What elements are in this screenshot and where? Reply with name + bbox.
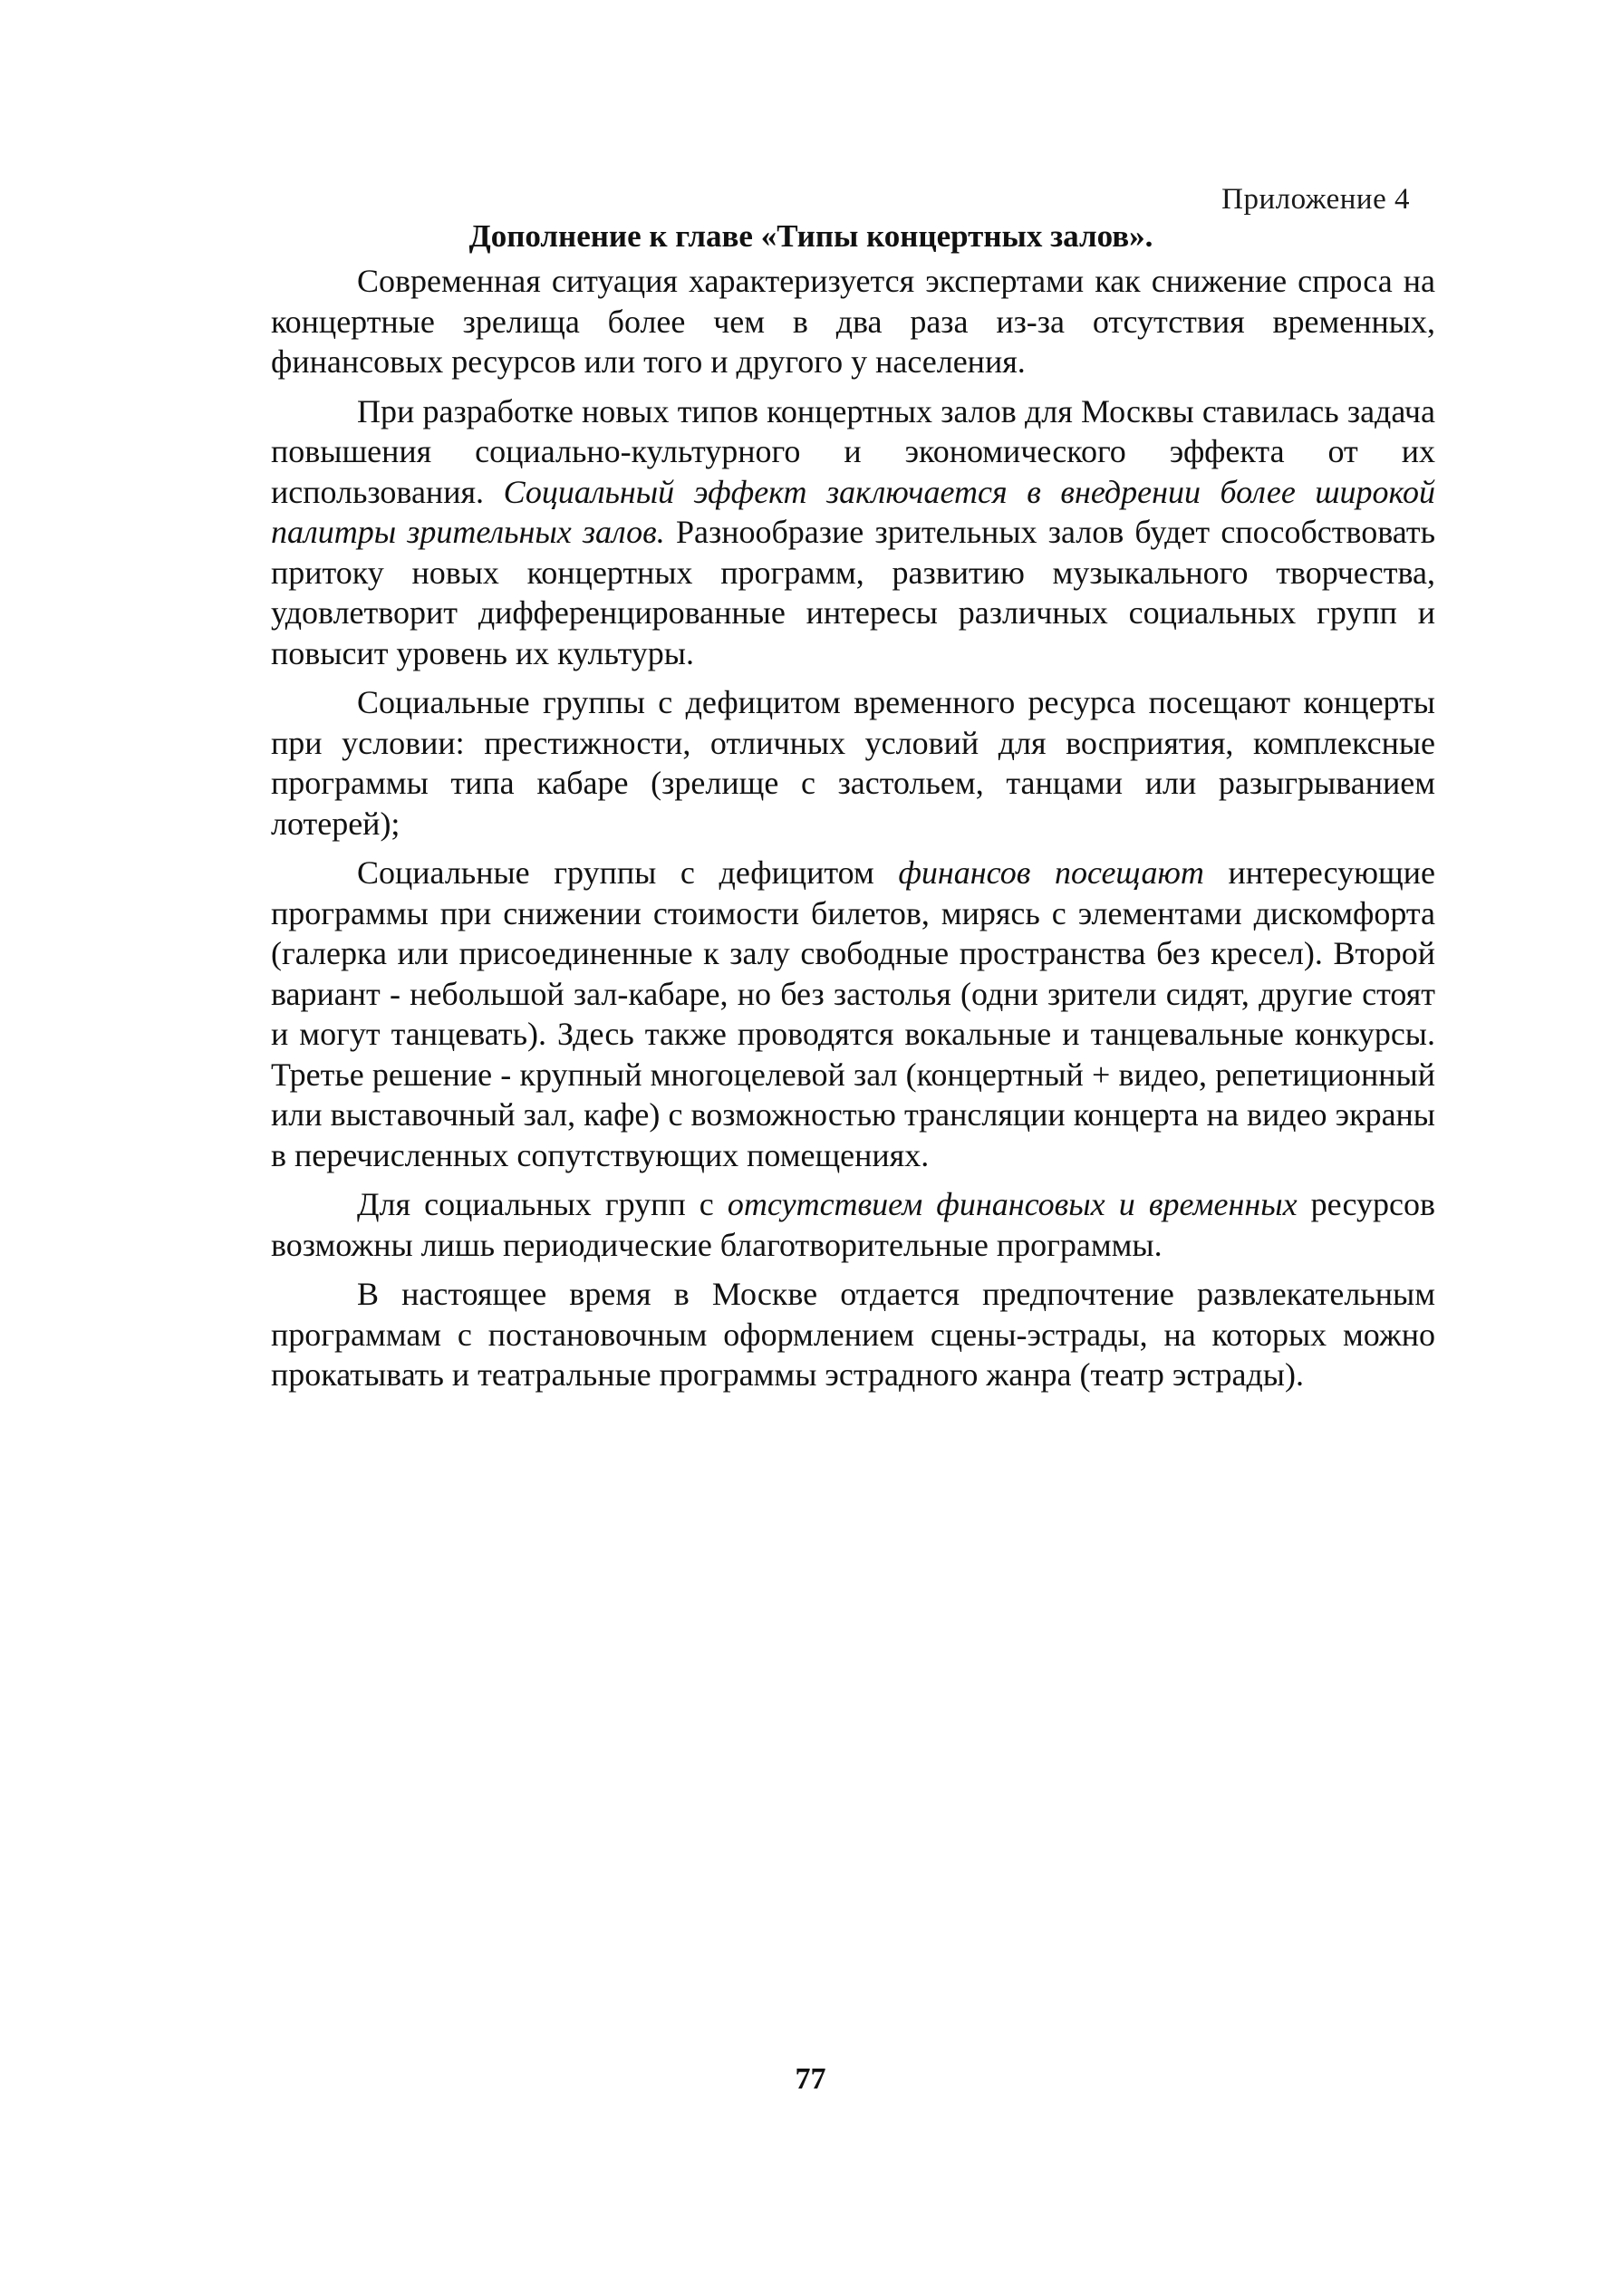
paragraph-text: В настоящее время в Москве отдается предпочтение развлекательным программам с постановочным оформлением сцены-эстрады, на которых можно прокатывать и театральные программы эстрадного жанра (театр эстрады). [271,1276,1435,1393]
paragraph-6 [271,1274,1435,1395]
paragraph-5 [271,1184,1435,1265]
appendix-label: Приложение 4 [1221,183,1410,216]
paragraph-text: При разработке новых типов концертных залов для Москвы ставилась задача повышения социально-культурного и экономического эффекта от их использования. [271,392,1435,510]
page-number: 77 [795,2062,826,2096]
paragraph-text: Социальные группы с дефицитом [357,854,899,891]
paragraph-3 [271,682,1435,844]
section-heading: Дополнение к главе «Типы концертных залов». [468,218,1153,254]
paragraph-text: Социальные группы с дефицитом временного ресурса посещают концерты при условии: престижности, отличных условий для восприятия, комплексные программы типа кабаре (зрелище с застольем, танцами или разыгрыванием лотерей); [271,684,1435,842]
body-text [271,261,1435,1404]
paragraph-text: Разнообразие зрительных залов будет способствовать притоку новых концертных программ, развитию музыкального творчества, удовлетворит дифференцированные интересы различных социальных групп и повысит уровень их культуры. [271,514,1435,671]
paragraph-1 [271,261,1435,382]
paragraph-text: интересующие программы при снижении стоимости билетов, мирясь с элементами дискомфорта (галерка или присоединенные к залу свободные пространства без кресел). Второй вариант - небольшой зал-кабаре, но без застолья (одни зрители сидят, другие стоят и могут танцевать). Здесь также проводятся вокальные и танцевальные конкурсы. Третье решение - крупный многоцелевой зал (концертный + видео, репетиционный или выставочный зал, кафе) с возможностью трансляции концерта на видео экраны в перечисленных сопутствующих помещениях. [271,854,1435,1173]
paragraph-2 [271,391,1435,674]
paragraph-text: ресурсов возможны лишь периодические благотворительные программы. [271,1186,1435,1263]
paragraph-text: Для социальных групп с [357,1186,728,1222]
paragraph-4 [271,853,1435,1175]
paragraph-emphasis: финансов посещают [898,854,1204,891]
paragraph-text: Современная ситуация характеризуется экспертами как снижение спроса на концертные зрелища более чем в два раза из-за отсутствия временных, финансовых ресурсов или того и другого у населения. [271,263,1435,380]
paragraph-emphasis: Социальный эффект заключается в внедрении более широкой палитры зрительных залов. [271,473,1435,550]
paragraph-emphasis: отсутствием финансовых и временных [727,1186,1298,1222]
